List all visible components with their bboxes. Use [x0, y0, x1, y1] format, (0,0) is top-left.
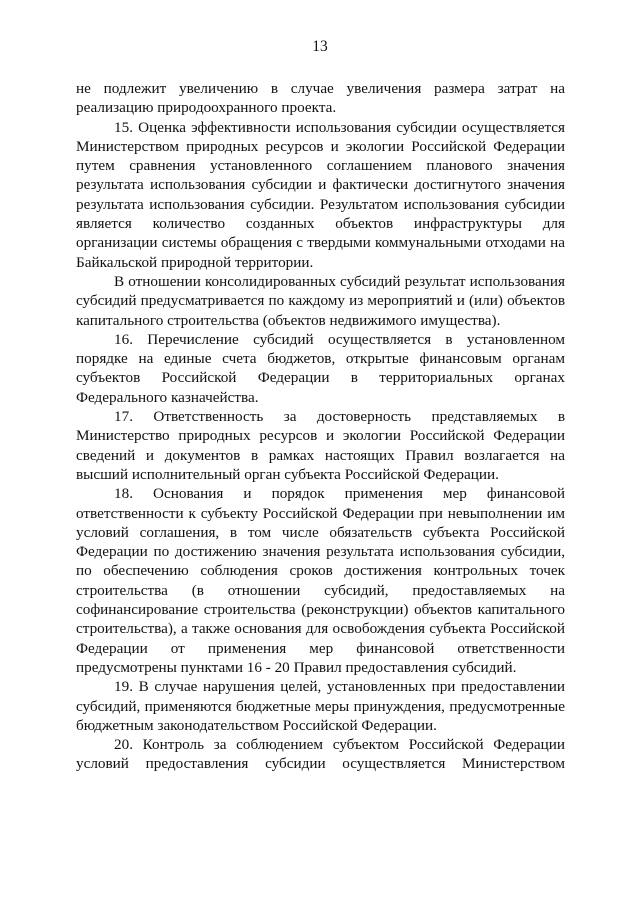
paragraph-item-18: 18. Основания и порядок применения мер финансовой ответственности к субъекту Российской Федерации при невыполнении им условий соглашения, в том числе обязательств субъекта Российской Федерации по достижению значения результата использования субсидии, по обеспечению соблюдения сроков достижения контрольных точек строительства (в отношении субсидий, предоставляемых на софинансирование строительства (реконструкции) объектов капитального строительства), а также основания для освобождения субъекта Российской Федерации от применения мер финансовой ответственности предусмотрены пунктами 16 - 20 Правил предоставления субсидий. — [76, 485, 565, 676]
paragraph-consolidated-subsidies: В отношении консолидированных субсидий результат использования субсидий предусматривается по каждому из мероприятий и (или) объектов капитального строительства (объектов недвижимого имущества). — [76, 272, 565, 329]
paragraph-continuation: не подлежит увеличению в случае увеличения размера затрат на реализацию природоохранного проекта. — [76, 80, 565, 117]
paragraph-item-15: 15. Оценка эффективности использования субсидии осуществляется Министерством природных ресурсов и экологии Российской Федерации путем сравнения установленного соглашением планового значения результата использования субсидии и фактически достигнутого значения результата использования субсидии. Результатом использования субсидии является количество созданных объектов инфраструктуры для организации системы обращения с твердыми коммунальными отходами на Байкальской природной территории. — [76, 118, 565, 271]
paragraph-item-20: 20. Контроль за соблюдением субъектом Российской Федерации условий предоставления субсидии осуществляется Министерством — [76, 736, 565, 773]
paragraph-item-17: 17. Ответственность за достоверность представляемых в Министерство природных ресурсов и экологии Российской Федерации сведений и документов в рамках настоящих Правил возлагается на высший исполнительный орган субъекта Российской Федерации. — [76, 408, 565, 483]
paragraph-item-16: 16. Перечисление субсидий осуществляется в установленном порядке на единые счета бюджетов, открытые финансовым органам субъектов Российской Федерации в территориальных органах Федерального казначейства. — [76, 330, 565, 406]
page-number: 13 — [312, 38, 328, 55]
paragraph-item-19: 19. В случае нарушения целей, установленных при предоставлении субсидий, применяются бюджетные меры принуждения, предусмотренные бюджетным законодательством Российской Федерации. — [76, 678, 565, 734]
document-body — [76, 79, 565, 774]
